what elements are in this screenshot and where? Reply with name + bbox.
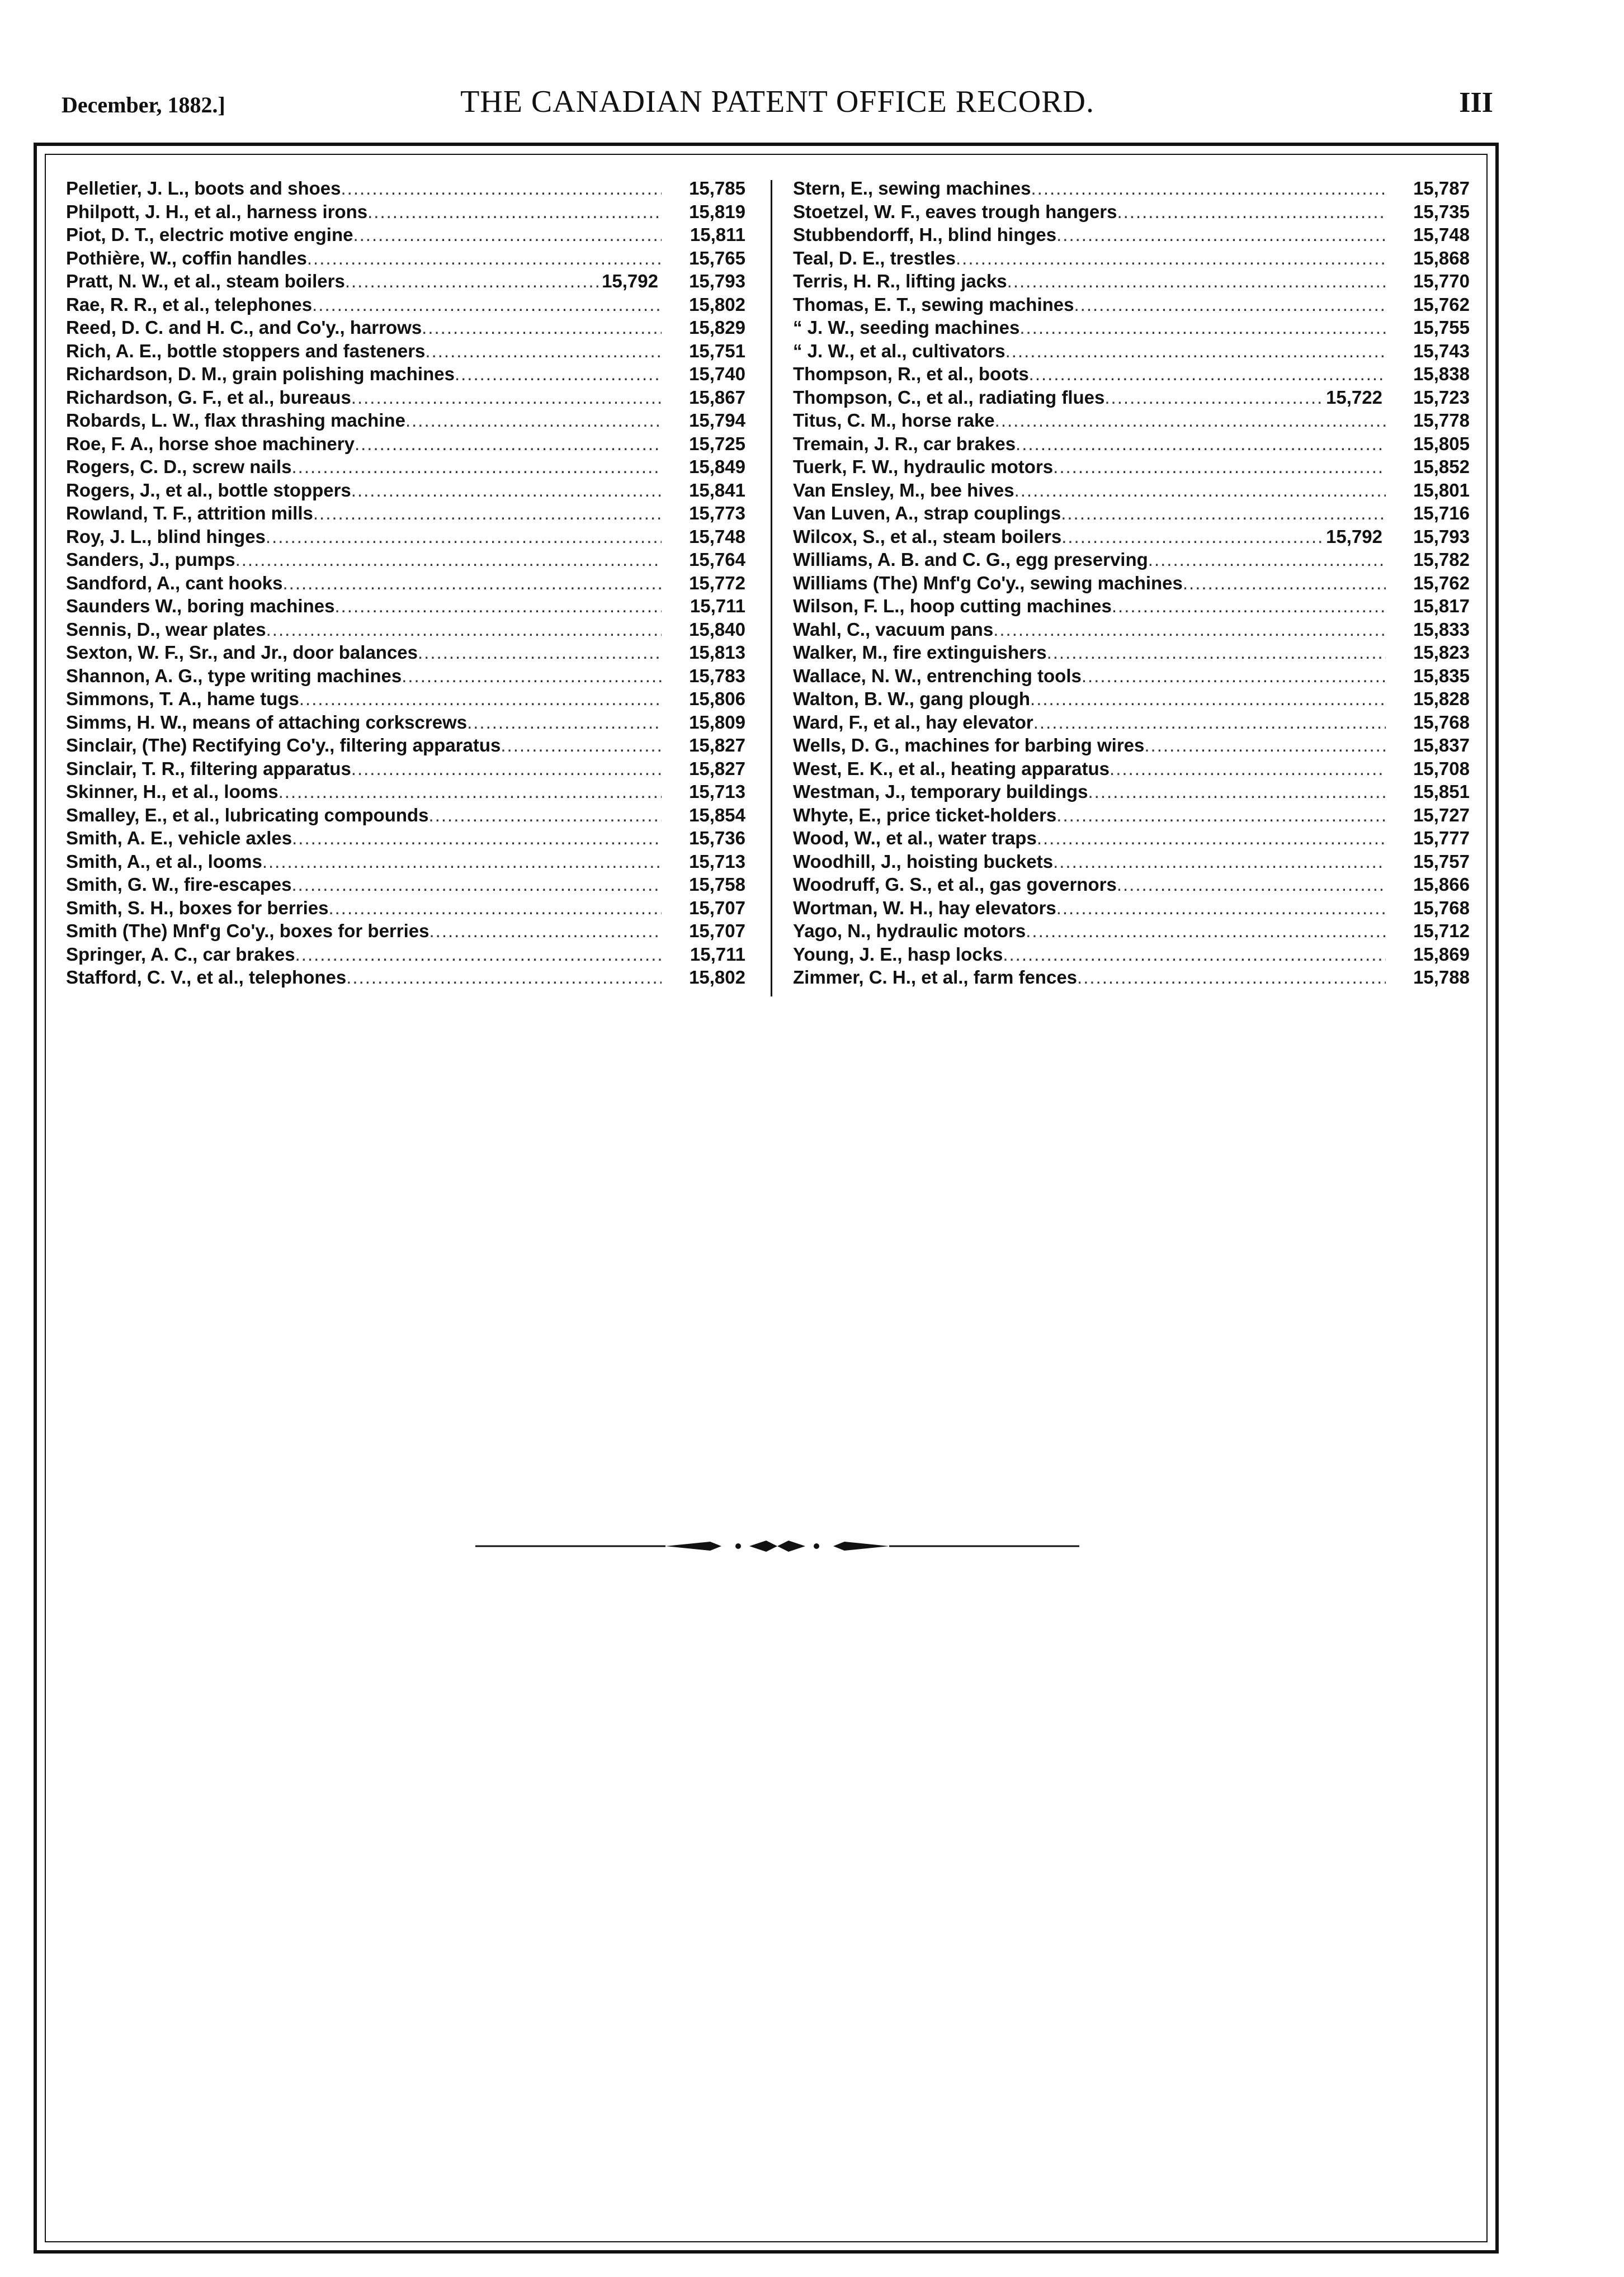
entry-patent-number: 15,762 — [1413, 572, 1470, 593]
column-divider — [771, 180, 772, 996]
index-entry — [66, 874, 745, 897]
entry-text: Sanders, J., pumps — [66, 549, 235, 570]
index-entry — [66, 549, 745, 573]
index-entry — [793, 363, 1470, 387]
index-entry — [66, 433, 745, 457]
entry-text: West, E. K., et al., heating apparatus — [793, 758, 1110, 779]
leader-dots — [455, 363, 662, 385]
leader-dots — [1082, 665, 1386, 687]
index-entry — [793, 224, 1470, 248]
entry-patent-number: 15,735 — [1413, 201, 1470, 222]
entry-text: Roy, J. L., blind hinges — [66, 526, 266, 547]
entry-patent-number: 15,764 — [689, 549, 745, 570]
entry-patent-number: 15,727 — [1413, 804, 1470, 825]
entry-patent-number: 15,828 — [1413, 688, 1470, 709]
leader-dots — [295, 944, 662, 965]
leader-dots — [1005, 341, 1386, 362]
entry-text: Sennis, D., wear plates — [66, 618, 266, 640]
index-entry — [66, 619, 745, 643]
entry-patent-number: 15,765 — [689, 247, 745, 268]
index-entry — [793, 294, 1470, 318]
entry-text: Roe, F. A., horse shoe machinery — [66, 433, 355, 454]
entry-patent-number: 15,740 — [689, 363, 745, 384]
entry-alt-number: 15,722 — [1326, 386, 1382, 408]
index-entry — [793, 920, 1470, 944]
leader-dots — [429, 805, 662, 826]
page-header — [62, 84, 1493, 129]
leader-dots — [1031, 178, 1386, 199]
leader-dots — [1061, 526, 1324, 547]
entry-text: Smith, A., et al., looms — [66, 851, 262, 872]
index-entry — [793, 456, 1470, 480]
leader-dots — [345, 271, 599, 292]
leader-dots — [405, 410, 662, 431]
leader-dots — [1026, 920, 1386, 942]
entry-patent-number: 15,725 — [689, 433, 745, 454]
leader-dots — [1007, 271, 1386, 292]
entry-text: Walton, B. W., gang plough — [793, 688, 1031, 709]
entry-text: Sinclair, (The) Rectifying Co'y., filtering apparatus — [66, 735, 501, 755]
leader-dots — [334, 596, 662, 617]
leader-dots — [1077, 967, 1386, 988]
index-entry — [66, 201, 745, 225]
entry-text: Rogers, J., et al., bottle stoppers — [66, 479, 351, 500]
entry-patent-number: 15,840 — [689, 618, 745, 640]
leader-dots — [993, 619, 1386, 640]
leader-dots — [351, 480, 662, 501]
index-entry — [793, 944, 1470, 967]
entry-patent-number: 15,713 — [689, 851, 745, 872]
entry-text: Pothière, W., coffin handles — [66, 247, 307, 268]
index-entry — [793, 480, 1470, 503]
leader-dots — [995, 410, 1386, 431]
index-entry — [66, 758, 745, 782]
entry-patent-number: 15,817 — [1413, 596, 1470, 616]
leader-dots — [351, 758, 662, 780]
entry-text: Stafford, C. V., et al., telephones — [66, 967, 347, 988]
leader-dots — [501, 735, 662, 756]
leader-dots — [425, 341, 662, 362]
index-entry — [66, 294, 745, 318]
entry-patent-number: 15,707 — [689, 897, 745, 918]
index-entry — [66, 735, 745, 758]
entry-text: Philpott, J. H., et al., harness irons — [66, 201, 368, 222]
entry-patent-number: 15,841 — [689, 479, 745, 500]
entry-text: Whyte, E., price ticket-holders — [793, 804, 1057, 825]
index-entry — [793, 503, 1470, 526]
entry-patent-number: 15,793 — [1413, 526, 1470, 547]
leader-dots — [956, 248, 1386, 269]
entry-patent-number: 15,711 — [690, 943, 745, 965]
right-index-column — [793, 178, 1470, 990]
entry-patent-number: 15,793 — [689, 271, 745, 291]
index-entry — [66, 805, 745, 828]
leader-dots — [1110, 758, 1386, 780]
leader-dots — [307, 248, 662, 269]
entry-patent-number: 15,868 — [1413, 247, 1470, 268]
entry-text: Zimmer, C. H., et al., farm fences — [793, 967, 1078, 988]
entry-text: Stoetzel, W. F., eaves trough hangers — [793, 201, 1117, 222]
leader-dots — [291, 456, 662, 478]
leader-dots — [1074, 294, 1386, 315]
index-entry — [66, 526, 745, 550]
entry-text: Tremain, J. R., car brakes — [793, 433, 1016, 454]
index-entry — [66, 480, 745, 503]
leader-dots — [1053, 456, 1386, 478]
index-entry — [66, 944, 745, 967]
entry-patent-number: 15,773 — [689, 503, 745, 523]
index-entry — [793, 758, 1470, 782]
index-entry — [66, 317, 745, 341]
entry-text: Skinner, H., et al., looms — [66, 781, 278, 802]
leader-dots — [262, 851, 662, 872]
leader-dots — [1112, 596, 1386, 617]
index-entry — [66, 503, 745, 526]
entry-patent-number: 15,809 — [689, 711, 745, 733]
entry-text: Van Ensley, M., bee hives — [793, 479, 1014, 500]
entry-text: Wortman, W. H., hay elevators — [793, 897, 1056, 918]
left-index-column — [66, 178, 745, 990]
entry-text: Wilson, F. L., hoop cutting machines — [793, 596, 1112, 616]
entry-patent-number: 15,805 — [1413, 433, 1470, 454]
leader-dots — [467, 712, 662, 733]
entry-patent-number: 15,708 — [1413, 758, 1470, 779]
leader-dots — [1117, 201, 1386, 223]
entry-text: Richardson, G. F., et al., bureaus — [66, 386, 351, 408]
index-entry — [66, 967, 745, 990]
entry-patent-number: 15,770 — [1413, 271, 1470, 291]
index-entry — [793, 248, 1470, 271]
leader-dots — [402, 665, 662, 687]
entry-patent-number: 15,806 — [689, 688, 745, 709]
entry-alt-number: 15,792 — [1326, 526, 1382, 547]
entry-text: Sandford, A., cant hooks — [66, 572, 283, 593]
index-entry — [66, 271, 745, 294]
entry-patent-number: 15,869 — [1413, 943, 1470, 965]
leader-dots — [299, 688, 662, 710]
index-entry — [66, 456, 745, 480]
decorative-ornament-rule — [475, 1535, 1079, 1557]
entry-text: Smalley, E., et al., lubricating compounds — [66, 804, 429, 825]
index-entry — [793, 828, 1470, 851]
entry-text: Wahl, C., vacuum pans — [793, 618, 994, 640]
entry-patent-number: 15,716 — [1413, 503, 1470, 523]
entry-patent-number: 15,866 — [1413, 874, 1470, 895]
index-entry — [66, 688, 745, 712]
entry-patent-number: 15,813 — [689, 642, 745, 663]
entry-patent-number: 15,723 — [1413, 386, 1470, 408]
entry-alt-number: 15,792 — [602, 271, 658, 291]
leader-dots — [1148, 549, 1386, 570]
index-entry — [793, 781, 1470, 805]
leader-dots — [341, 178, 662, 199]
leader-dots — [1030, 688, 1386, 710]
entry-patent-number: 15,778 — [1413, 410, 1470, 431]
index-entry — [793, 549, 1470, 573]
entry-patent-number: 15,827 — [689, 758, 745, 779]
leader-dots — [312, 294, 662, 315]
entry-patent-number: 15,787 — [1413, 178, 1470, 199]
leader-dots — [313, 503, 662, 524]
leader-dots — [418, 642, 662, 663]
entry-patent-number: 15,854 — [689, 804, 745, 825]
entry-patent-number: 15,762 — [1413, 294, 1470, 315]
index-entry — [793, 573, 1470, 596]
leader-dots — [353, 224, 662, 245]
entry-text: Thompson, R., et al., boots — [793, 363, 1029, 384]
entry-text: Smith, G. W., fire-escapes — [66, 874, 292, 895]
entry-text: Wilcox, S., et al., steam boilers — [793, 526, 1062, 547]
entry-patent-number: 15,837 — [1413, 735, 1470, 755]
header-date: December, 1882.] — [62, 92, 225, 117]
page-title: THE CANADIAN PATENT OFFICE RECORD. — [460, 84, 1094, 119]
entry-patent-number: 15,819 — [689, 201, 745, 222]
entry-patent-number: 15,838 — [1413, 363, 1470, 384]
index-entry — [793, 387, 1470, 410]
leader-dots — [367, 201, 662, 223]
entry-text: Springer, A. C., car brakes — [66, 943, 295, 965]
index-entry — [793, 317, 1470, 341]
entry-patent-number: 15,783 — [689, 665, 745, 686]
index-entry — [66, 387, 745, 410]
entry-text: Wells, D. G., machines for barbing wires — [793, 735, 1145, 755]
entry-text: Smith (The) Mnf'g Co'y., boxes for berries — [66, 920, 429, 941]
index-entry — [66, 248, 745, 271]
entry-patent-number: 15,712 — [1413, 920, 1470, 941]
index-entry — [793, 642, 1470, 665]
entry-text: Van Luven, A., strap couplings — [793, 503, 1061, 523]
index-entry — [793, 341, 1470, 364]
index-entry — [66, 665, 745, 689]
index-entry — [66, 363, 745, 387]
leader-dots — [1014, 480, 1386, 501]
entry-patent-number: 15,851 — [1413, 781, 1470, 802]
entry-patent-number: 15,833 — [1413, 618, 1470, 640]
entry-text: Simmons, T. A., hame tugs — [66, 688, 299, 709]
entry-patent-number: 15,743 — [1413, 340, 1470, 361]
leader-dots — [1056, 897, 1386, 919]
entry-text: Tuerk, F. W., hydraulic motors — [793, 456, 1054, 477]
leader-dots — [429, 920, 662, 942]
entry-patent-number: 15,823 — [1413, 642, 1470, 663]
leader-dots — [346, 967, 662, 988]
index-entry — [793, 526, 1470, 550]
entry-text: Titus, C. M., horse rake — [793, 410, 995, 431]
leader-dots — [1061, 503, 1386, 524]
leader-dots — [1056, 224, 1386, 245]
entry-patent-number: 15,802 — [689, 967, 745, 988]
entry-text: Simms, H. W., means of attaching corkscrews — [66, 711, 468, 733]
leader-dots — [266, 619, 662, 640]
entry-patent-number: 15,794 — [689, 410, 745, 431]
entry-text: Rowland, T. F., attrition mills — [66, 503, 313, 523]
leader-dots — [1019, 317, 1386, 338]
entry-patent-number: 15,867 — [689, 386, 745, 408]
index-entry — [793, 201, 1470, 225]
leader-dots — [291, 874, 662, 895]
index-entry — [66, 410, 745, 433]
entry-text: Sexton, W. F., Sr., and Jr., door balances — [66, 642, 418, 663]
entry-patent-number: 15,768 — [1413, 897, 1470, 918]
entry-patent-number: 15,788 — [1413, 967, 1470, 988]
entry-text: Robards, L. W., flax thrashing machine — [66, 410, 405, 431]
entry-patent-number: 15,777 — [1413, 828, 1470, 848]
index-entry — [793, 897, 1470, 921]
leader-dots — [1117, 874, 1386, 895]
leader-dots — [292, 828, 662, 849]
entry-text: Reed, D. C. and H. C., and Co'y., harrows — [66, 317, 422, 338]
entry-text: Richardson, D. M., grain polishing machines — [66, 363, 455, 384]
leader-dots — [351, 387, 662, 408]
entry-text: Smith, A. E., vehicle axles — [66, 828, 292, 848]
leader-dots — [1183, 573, 1386, 594]
index-entry — [793, 967, 1470, 990]
entry-patent-number: 15,802 — [689, 294, 745, 315]
entry-patent-number: 15,748 — [689, 526, 745, 547]
index-entry — [793, 735, 1470, 758]
entry-patent-number: 15,835 — [1413, 665, 1470, 686]
leader-dots — [1144, 735, 1386, 756]
entry-text: Rich, A. E., bottle stoppers and fasteners — [66, 340, 426, 361]
entry-patent-number: 15,713 — [689, 781, 745, 802]
index-entry — [793, 410, 1470, 433]
entry-text: Woodhill, J., hoisting buckets — [793, 851, 1054, 872]
leader-dots — [1037, 828, 1386, 849]
index-entry — [66, 573, 745, 596]
entry-text: Thomas, E. T., sewing machines — [793, 294, 1074, 315]
entry-text: Shannon, A. G., type writing machines — [66, 665, 402, 686]
entry-text: Williams (The) Mnf'g Co'y., sewing machines — [793, 572, 1183, 593]
leader-dots — [266, 526, 662, 547]
leader-dots — [1033, 712, 1386, 733]
entry-text: Wood, W., et al., water traps — [793, 828, 1037, 848]
entry-text: Wallace, N. W., entrenching tools — [793, 665, 1082, 686]
index-entry — [66, 341, 745, 364]
index-entry — [66, 178, 745, 201]
entry-text: Thompson, C., et al., radiating flues — [793, 386, 1105, 408]
entry-patent-number: 15,785 — [689, 178, 745, 199]
index-entry — [793, 178, 1470, 201]
entry-text: Williams, A. B. and C. G., egg preserving — [793, 549, 1148, 570]
entry-text: Saunders W., boring machines — [66, 596, 335, 616]
leader-dots — [328, 897, 662, 919]
index-entry — [793, 433, 1470, 457]
leader-dots — [1053, 851, 1386, 872]
entry-patent-number: 15,768 — [1413, 711, 1470, 733]
entry-text: Pratt, N. W., et al., steam boilers — [66, 271, 345, 291]
leader-dots — [1047, 642, 1386, 663]
entry-text: Stubbendorff, H., blind hinges — [793, 224, 1057, 245]
entry-patent-number: 15,748 — [1413, 224, 1470, 245]
leader-dots — [355, 433, 662, 455]
index-entry — [66, 712, 745, 735]
index-entry — [793, 271, 1470, 294]
index-entry — [66, 224, 745, 248]
index-entry — [793, 805, 1470, 828]
leader-dots — [235, 549, 662, 570]
entry-text: “ J. W., seeding machines — [793, 317, 1020, 338]
index-entry — [66, 897, 745, 921]
entry-text: Westman, J., temporary buildings — [793, 781, 1088, 802]
entry-patent-number: 15,827 — [689, 735, 745, 755]
index-entry — [66, 781, 745, 805]
entry-text: Rogers, C. D., screw nails — [66, 456, 292, 477]
index-entry — [793, 665, 1470, 689]
leader-dots — [422, 317, 662, 338]
entry-text: Yago, N., hydraulic motors — [793, 920, 1026, 941]
entry-patent-number: 15,772 — [689, 572, 745, 593]
leader-dots — [1016, 433, 1386, 455]
index-entry — [793, 596, 1470, 619]
index-entry — [793, 619, 1470, 643]
entry-text: Terris, H. R., lifting jacks — [793, 271, 1007, 291]
entry-patent-number: 15,736 — [689, 828, 745, 848]
entry-patent-number: 15,801 — [1413, 479, 1470, 500]
entry-patent-number: 15,707 — [689, 920, 745, 941]
index-entry — [66, 596, 745, 619]
entry-text: Woodruff, G. S., et al., gas governors — [793, 874, 1117, 895]
entry-patent-number: 15,852 — [1413, 456, 1470, 477]
index-entry — [793, 851, 1470, 875]
entry-patent-number: 15,782 — [1413, 549, 1470, 570]
entry-text: Rae, R. R., et al., telephones — [66, 294, 313, 315]
index-entry — [66, 642, 745, 665]
leader-dots — [1029, 363, 1386, 385]
entry-patent-number: 15,811 — [690, 224, 745, 245]
entry-text: Walker, M., fire extinguishers — [793, 642, 1047, 663]
entry-text: “ J. W., et al., cultivators — [793, 340, 1005, 361]
leader-dots — [1056, 805, 1386, 826]
entry-text: Young, J. E., hasp locks — [793, 943, 1003, 965]
entry-text: Teal, D. E., trestles — [793, 247, 956, 268]
entry-patent-number: 15,751 — [689, 340, 745, 361]
entry-patent-number: 15,711 — [690, 596, 745, 616]
leader-dots — [1088, 781, 1386, 802]
entry-patent-number: 15,757 — [1413, 851, 1470, 872]
entry-patent-number: 15,829 — [689, 317, 745, 338]
index-entry — [793, 712, 1470, 735]
entry-text: Pelletier, J. L., boots and shoes — [66, 178, 341, 199]
entry-patent-number: 15,755 — [1413, 317, 1470, 338]
index-entry — [66, 828, 745, 851]
index-entry — [793, 874, 1470, 897]
leader-dots — [278, 781, 662, 802]
index-entry — [66, 851, 745, 875]
index-entry — [66, 920, 745, 944]
entry-text: Smith, S. H., boxes for berries — [66, 897, 329, 918]
entry-text: Piot, D. T., electric motive engine — [66, 224, 353, 245]
leader-dots — [282, 573, 662, 594]
index-entry — [793, 688, 1470, 712]
entry-text: Sinclair, T. R., filtering apparatus — [66, 758, 351, 779]
page-number: III — [1459, 87, 1493, 119]
entry-patent-number: 15,758 — [689, 874, 745, 895]
leader-dots — [1003, 944, 1386, 965]
entry-patent-number: 15,849 — [689, 456, 745, 477]
leader-dots — [1104, 387, 1324, 408]
entry-text: Ward, F., et al., hay elevator — [793, 711, 1033, 733]
entry-text: Stern, E., sewing machines — [793, 178, 1031, 199]
